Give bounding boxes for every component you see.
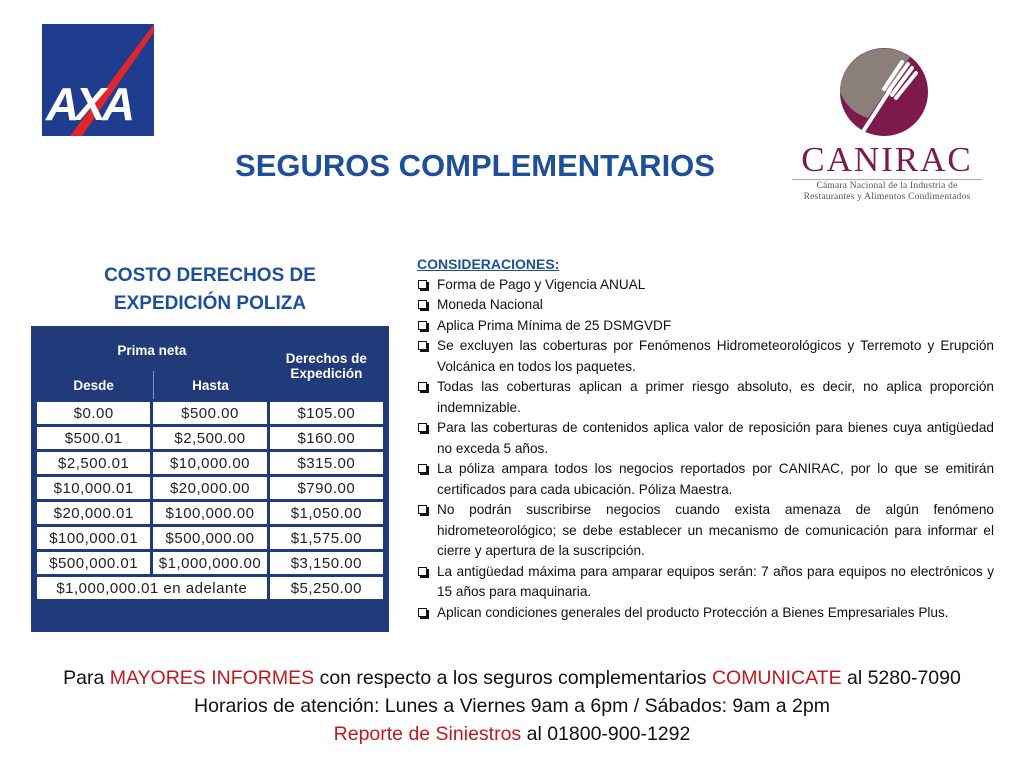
considerations-item: [417, 500, 994, 562]
fee-table-grid: [34, 329, 386, 602]
canirac-subtitle: [782, 181, 992, 203]
considerations-item: [417, 418, 994, 459]
considerations-item: [417, 295, 994, 316]
fee-cell-derechos: $160.00: [270, 427, 383, 449]
fee-table: [31, 326, 389, 632]
considerations-item: [417, 316, 994, 337]
considerations-item-text: Aplican condiciones generales del producto Protección a Bienes Empresariales Plus.: [437, 604, 949, 620]
header-derechos-line2: Expedición: [290, 365, 363, 381]
canirac-name: CANIRAC: [801, 140, 973, 179]
fee-cell-hasta: $2,500.00: [153, 427, 266, 449]
fee-cell-derechos: $790.00: [270, 477, 383, 499]
fee-table-row: [37, 527, 383, 549]
cost-title-line2: EXPEDICIÓN POLIZA: [113, 293, 307, 314]
fee-table-row-last: [37, 577, 383, 599]
considerations-item: [417, 275, 994, 296]
axa-logo-text: AXA: [46, 78, 132, 130]
cost-section-title: [70, 262, 350, 318]
fee-cell-derechos: $315.00: [270, 452, 383, 474]
checkbox-bullet-icon: [418, 505, 427, 514]
fee-table-body: [37, 402, 383, 599]
fee-table-row: [37, 502, 383, 524]
fee-cell-desde: $10,000.01: [37, 477, 150, 499]
cost-title-line1: COSTO DERECHOS DE: [104, 265, 316, 286]
considerations-item-text: La póliza ampara todos los negocios reportados por CANIRAC, por lo que se emitirán certificados para cada ubicación. Póliza Maestra.: [437, 461, 994, 497]
canirac-logo: [782, 44, 992, 206]
checkbox-bullet-icon: [418, 567, 427, 576]
fee-cell-derechos: $3,150.00: [270, 552, 383, 574]
fee-cell-derechos: $5,250.00: [270, 577, 383, 599]
fee-table-row: [37, 427, 383, 449]
fee-cell-desde: $0.00: [37, 402, 150, 424]
considerations-item-text: Forma de Pago y Vigencia ANUAL: [437, 276, 646, 292]
footer-hours: Horarios de atención: Lunes a Viernes 9am a 6pm / Sábados: 9am a 2pm: [194, 695, 830, 717]
fee-cell-desde: $500,000.01: [37, 552, 150, 574]
considerations-heading: CONSIDERACIONES:: [417, 256, 560, 272]
fee-cell-hasta: $10,000.00: [153, 452, 266, 474]
header-desde: Desde: [37, 371, 150, 399]
fee-table-row: [37, 552, 383, 574]
header-prima-neta: Prima neta: [37, 332, 267, 368]
fee-cell-desde: $500.01: [37, 427, 150, 449]
header-derechos-line1: Derechos de: [285, 350, 367, 366]
fee-cell-desde: $20,000.01: [37, 502, 150, 524]
considerations-item-text: Para las coberturas de contenidos aplica valor de reposición para bienes cuya antigüedad no exceda 5 años.: [437, 420, 994, 456]
fee-cell-derechos: $1,050.00: [270, 502, 383, 524]
checkbox-bullet-icon: [418, 321, 427, 330]
canirac-subtitle-line2: Restaurantes y Alimentos Condimentados: [803, 192, 971, 202]
canirac-divider: [792, 179, 982, 180]
fork-emblem-icon: [838, 46, 930, 138]
fee-cell-range: $1,000,000.01 en adelante: [37, 577, 267, 599]
header-derechos: [270, 332, 383, 399]
axa-logo: [42, 24, 154, 136]
footer-line1: [0, 664, 1024, 692]
fee-cell-hasta: $20,000.00: [153, 477, 266, 499]
checkbox-bullet-icon: [418, 280, 427, 289]
checkbox-bullet-icon: [418, 300, 427, 309]
canirac-subtitle-line1: Cámara Nacional de la Industria de: [816, 181, 958, 191]
fee-cell-hasta: $1,000,000.00: [153, 552, 266, 574]
considerations-list: [417, 275, 994, 624]
header-hasta: Hasta: [153, 371, 266, 399]
considerations-item-text: Se excluyen las coberturas por Fenómenos Hidrometeorológicos y Terremoto y Erupción Volcánica en todos los paquetes.: [437, 338, 994, 374]
checkbox-bullet-icon: [418, 608, 427, 617]
fee-cell-hasta: $500,000.00: [153, 527, 266, 549]
footer-line3-rest: al 01800-900-1292: [521, 723, 691, 745]
fee-table-row: [37, 402, 383, 424]
footer-contact: [0, 664, 1024, 748]
fee-table-row: [37, 477, 383, 499]
considerations-item-text: Aplica Prima Mínima de 25 DSMGVDF: [437, 317, 672, 333]
considerations-item: [417, 459, 994, 500]
checkbox-bullet-icon: [418, 341, 427, 350]
footer-line1-part2: con respecto a los seguros complementarios: [314, 667, 712, 689]
fee-table-row: [37, 452, 383, 474]
footer-line1-part3: al 5280-7090: [841, 667, 961, 689]
checkbox-bullet-icon: [418, 382, 427, 391]
footer-highlight-comunicate: COMUNICATE: [711, 667, 842, 689]
considerations: [417, 254, 994, 623]
considerations-item-text: La antigüedad máxima para amparar equipos serán: 7 años para equipos no electrónicos y 15 años para maquinaria.: [437, 563, 994, 599]
footer-line3: [0, 720, 1024, 748]
fee-cell-derechos: $105.00: [270, 402, 383, 424]
checkbox-bullet-icon: [418, 464, 427, 473]
fee-cell-desde: $100,000.01: [37, 527, 150, 549]
fee-cell-desde: $2,500.01: [37, 452, 150, 474]
considerations-item: [417, 336, 994, 377]
considerations-item: [417, 377, 994, 418]
footer-highlight-siniestros: Reporte de Siniestros: [333, 723, 522, 745]
fee-cell-hasta: $100,000.00: [153, 502, 266, 524]
considerations-item-text: Todas las coberturas aplican a primer riesgo absoluto, es decir, no aplica proporción indemnizable.: [437, 379, 994, 415]
footer-line1-part1: Para: [63, 667, 110, 689]
fee-cell-derechos: $1,575.00: [270, 527, 383, 549]
checkbox-bullet-icon: [418, 423, 427, 432]
considerations-item: [417, 562, 994, 603]
page-title: SEGUROS COMPLEMENTARIOS: [235, 148, 715, 183]
axa-logo-icon: [42, 24, 154, 136]
considerations-item-text: Moneda Nacional: [437, 297, 543, 312]
considerations-item-text: No podrán suscribirse negocios cuando exista amenaza de algún fenómeno hidrometeorológico; se debe establecer un mecanismo de comunicación para informar el cierre y apertura de la suscripción.: [437, 502, 994, 558]
considerations-item: [417, 603, 994, 624]
fee-cell-hasta: $500.00: [153, 402, 266, 424]
footer-highlight-informes: MAYORES INFORMES: [109, 667, 315, 689]
